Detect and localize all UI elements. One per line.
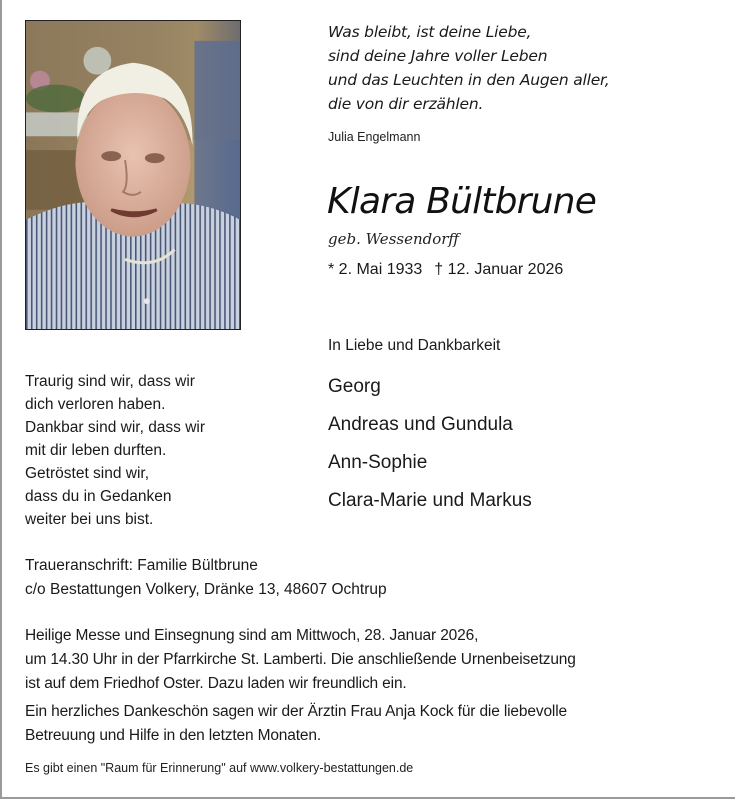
maiden-name: geb. Wessendorff xyxy=(328,230,460,248)
birth-date: * 2. Mai 1933 xyxy=(328,261,423,278)
quote-line: die von dir erzählen. xyxy=(328,95,484,113)
verse-line: weiter bei uns bist. xyxy=(25,511,154,528)
deceased-name: Klara Bültbrune xyxy=(327,181,597,222)
mourners-list xyxy=(328,368,532,520)
mourner-name: Andreas und Gundula xyxy=(328,414,513,435)
memorial-link-text: Es gibt einen "Raum für Erinnerung" auf www.volkery-bestattungen.de xyxy=(25,761,414,775)
mourners-intro: In Liebe und Dankbarkeit xyxy=(328,337,501,354)
life-dates xyxy=(328,261,563,279)
death-date: † 12. Januar 2026 xyxy=(434,261,564,278)
verse-line: Getröstet sind wir, xyxy=(25,465,150,482)
gratitude-note xyxy=(25,700,567,748)
quote-line: Was bleibt, ist deine Liebe, xyxy=(328,23,532,41)
gratitude-line: Betreuung und Hilfe in den letzten Monaten. xyxy=(25,727,322,744)
gratitude-line: Ein herzliches Dankeschön sagen wir der Ärztin Frau Anja Kock für die liebevolle xyxy=(25,703,567,720)
portrait-icon xyxy=(26,21,240,329)
mourner-name: Georg xyxy=(328,376,381,397)
service-line: Heilige Messe und Einsegnung sind am Mittwoch, 28. Januar 2026, xyxy=(25,627,479,644)
verse-line: dich verloren haben. xyxy=(25,396,166,413)
verse-line: Dankbar sind wir, dass wir xyxy=(25,419,206,436)
address-line: c/o Bestattungen Volkery, Dränke 13, 48607 Ochtrup xyxy=(25,581,387,598)
service-info xyxy=(25,624,576,696)
service-line: um 14.30 Uhr in der Pfarrkirche St. Lamberti. Die anschließende Urnenbeisetzung xyxy=(25,651,576,668)
service-line: ist auf dem Friedhof Oster. Dazu laden wir freundlich ein. xyxy=(25,675,407,692)
verse-line: dass du in Gedanken xyxy=(25,488,172,505)
quote-line: sind deine Jahre voller Leben xyxy=(328,47,548,65)
mourner-name: Ann-Sophie xyxy=(328,452,428,473)
quote-line: und das Leuchten in den Augen aller, xyxy=(328,71,610,89)
quote-poem xyxy=(328,20,610,116)
address-line: Traueranschrift: Familie Bültbrune xyxy=(25,557,258,574)
verse-line: Traurig sind wir, dass wir xyxy=(25,373,195,390)
verse xyxy=(25,370,205,531)
verse-line: mit dir leben durften. xyxy=(25,442,167,459)
quote-author: Julia Engelmann xyxy=(328,130,421,144)
mourner-name: Clara-Marie und Markus xyxy=(328,490,532,511)
portrait-photo xyxy=(25,20,241,330)
mourning-address xyxy=(25,554,387,602)
